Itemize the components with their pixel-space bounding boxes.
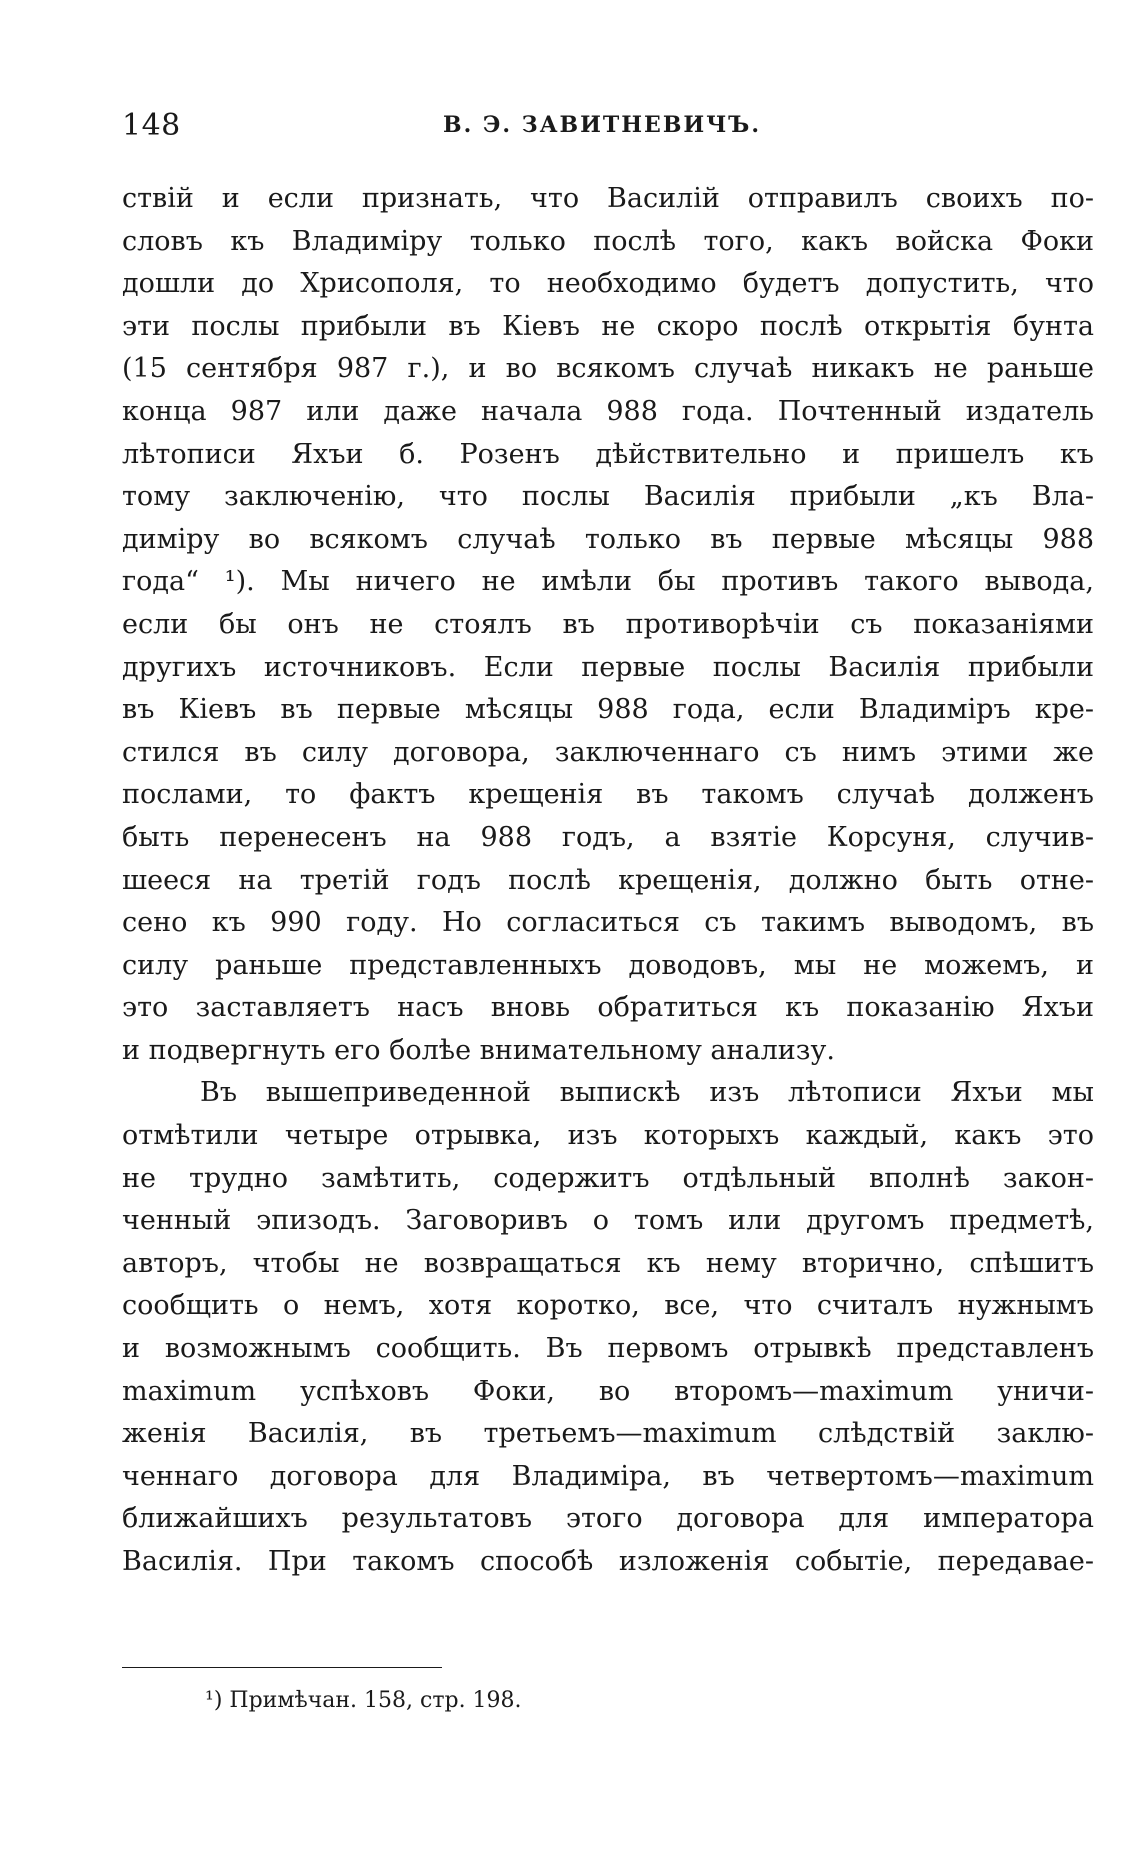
text-line: шееся на третій годъ послѣ крещенія, должно быть отне- (122, 864, 1094, 896)
text-line: если бы онъ не стоялъ въ противорѣчіи съ показаніями (122, 608, 1094, 640)
text-line: Въ вышеприведенной выпискѣ изъ лѣтописи Яхъи мы (200, 1077, 1094, 1109)
text-line: сообщить о немъ, хотя коротко, все, что считалъ нужнымъ (122, 1290, 1094, 1322)
text-line: лѣтописи Яхъи б. Розенъ дѣйствительно и пришелъ къ (122, 438, 1094, 470)
text-line: это заставляетъ насъ вновь обратиться къ показанію Яхъи (122, 992, 1094, 1024)
text-line: быть перенесенъ на 988 годъ, а взятіе Корсуня, случив- (122, 821, 1094, 853)
text-line: послами, то фактъ крещенія въ такомъ случаѣ долженъ (122, 779, 1094, 811)
text-line: въ Кіевъ въ первые мѣсяцы 988 года, если Владиміръ кре- (122, 694, 1094, 726)
text-line: maximum успѣховъ Фоки, во второмъ—maximum уничи- (122, 1375, 1094, 1407)
text-line: дошли до Хрисополя, то необходимо будетъ допустить, что (122, 268, 1094, 300)
text-line: года“ ¹). Мы ничего не имѣли бы противъ такого вывода, (122, 566, 1094, 598)
text-line: другихъ источниковъ. Если первые послы Василія прибыли (122, 651, 1094, 683)
footnote: ¹) Примѣчан. 158, стр. 198. (205, 1688, 522, 1713)
text-line: женія Василія, въ третьемъ—maximum слѣдствій заклю- (122, 1418, 1094, 1450)
body-text (122, 178, 1094, 1584)
running-head: В. Э. ЗАВИТНЕВИЧЪ. (443, 112, 761, 138)
text-line: и подвергнуть его болѣе внимательному анализу. (122, 1034, 835, 1066)
text-line: конца 987 или даже начала 988 года. Почтенный издатель (122, 395, 1094, 427)
text-line: Василія. При такомъ способѣ изложенія событіе, передавае- (122, 1546, 1094, 1577)
text-line: эти послы прибыли въ Кіевъ не скоро послѣ открытія бунта (122, 310, 1094, 342)
page-number: 148 (122, 108, 181, 143)
text-line: словъ къ Владиміру только послѣ того, какъ войска Фоки (122, 225, 1094, 257)
text-line: ченный эпизодъ. Заговоривъ о томъ или другомъ предметѣ, (122, 1205, 1094, 1237)
text-line: и возможнымъ сообщить. Въ первомъ отрывкѣ представленъ (122, 1333, 1094, 1365)
text-line: ближайшихъ результатовъ этого договора для императора (122, 1503, 1094, 1535)
text-line: авторъ, чтобы не возвращаться къ нему вторично, спѣшитъ (122, 1247, 1094, 1279)
text-line: ствій и если признать, что Василій отправилъ своихъ по- (122, 183, 1094, 214)
text-line: сено къ 990 году. Но согласиться съ такимъ выводомъ, въ (122, 907, 1094, 939)
text-line: отмѣтили четыре отрывка, изъ которыхъ каждый, какъ это (122, 1120, 1094, 1152)
page-header (122, 108, 1082, 148)
text-line: диміру во всякомъ случаѣ только въ первые мѣсяцы 988 (122, 523, 1094, 555)
text-line: стился въ силу договора, заключеннаго съ нимъ этими же (122, 736, 1094, 768)
text-line: (15 сентября 987 г.), и во всякомъ случаѣ никакъ не раньше (122, 353, 1094, 385)
text-line: силу раньше представленныхъ доводовъ, мы не можемъ, и (122, 949, 1094, 981)
text-line: ченнаго договора для Владиміра, въ четвертомъ—maximum (122, 1460, 1094, 1492)
text-line: не трудно замѣтить, содержитъ отдѣльный вполнѣ закон- (122, 1162, 1094, 1194)
text-line: тому заключенію, что послы Василія прибыли „къ Вла- (122, 481, 1094, 513)
footnote-divider (122, 1667, 442, 1668)
